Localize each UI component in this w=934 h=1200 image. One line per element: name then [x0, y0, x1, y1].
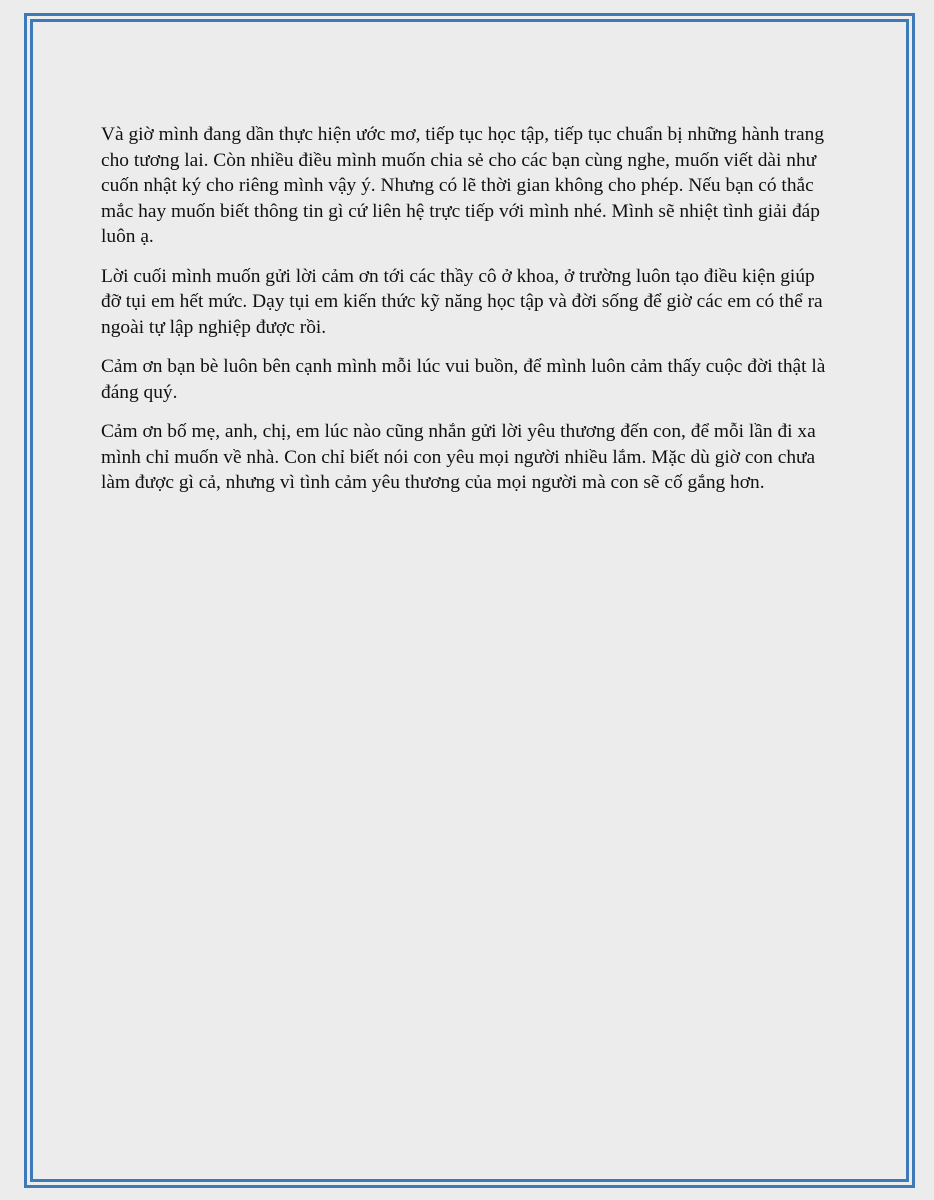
paragraph-1: Và giờ mình đang dần thực hiện ước mơ, tiếp tục học tập, tiếp tục chuẩn bị những hành trang cho tương lai. Còn nhiều điều mình muốn chia sẻ cho các bạn cùng nghe, muốn viết dài như cuốn nhật ký cho riêng mình vậy ý. Nhưng có lẽ thời gian không cho phép. Nếu bạn có thắc mắc hay muốn biết thông tin gì cứ liên hệ trực tiếp với mình nhé. Mình sẽ nhiệt tình giải đáp luôn ạ.	[101, 124, 825, 247]
paragraph-3: Cảm ơn bạn bè luôn bên cạnh mình mỗi lúc vui buồn, để mình luôn cảm thấy cuộc đời thật là đáng quý.	[101, 356, 826, 403]
paragraph-4: Cảm ơn bố mẹ, anh, chị, em lúc nào cũng nhắn gửi lời yêu thương đến con, để mỗi lần đi xa mình chỉ muốn về nhà. Con chỉ biết nói con yêu mọi người nhiều lắm. Mặc dù giờ con chưa làm được gì cả, nhưng vì tình cảm yêu thương của mọi người mà con sẽ cố gắng hơn.	[101, 421, 816, 493]
paragraph-2: Lời cuối mình muốn gửi lời cảm ơn tới các thầy cô ở khoa, ở trường luôn tạo điều kiện giúp đỡ tụi em hết mức. Dạy tụi em kiến thức kỹ năng học tập và đời sống để giờ các em có thể ra ngoài tự lập nghiệp được rồi.	[101, 265, 823, 338]
document-body	[101, 122, 837, 510]
